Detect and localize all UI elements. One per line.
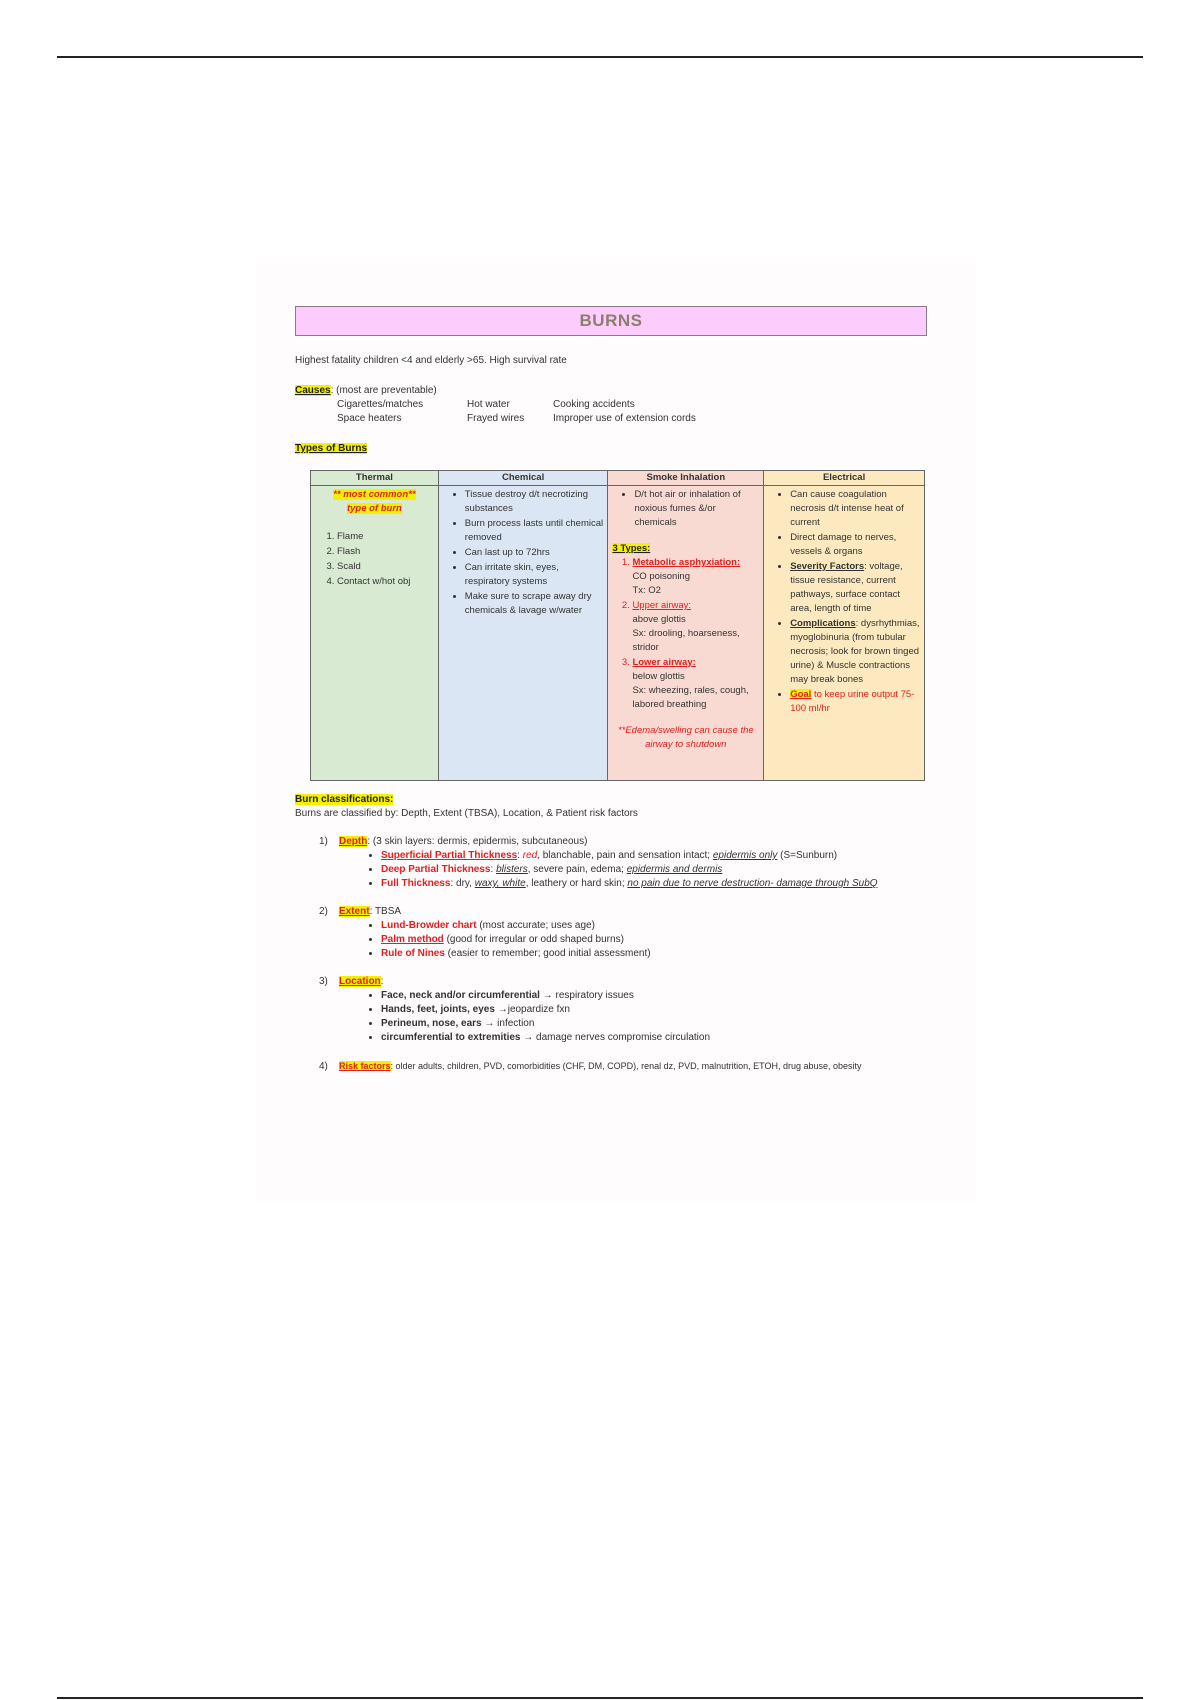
location-term: circumferential to extremities [381, 1032, 521, 1043]
extent-item [319, 905, 927, 961]
list-item [632, 556, 759, 598]
thermal-list [315, 530, 434, 589]
list-item [790, 617, 920, 687]
smoke-list [612, 488, 759, 530]
smoke-cell [608, 486, 764, 781]
list-item: 2. Flash [337, 545, 434, 559]
depth-text-part: red [522, 850, 538, 861]
depth-text-part: , blanchable, pain and sensation intact; [537, 850, 713, 861]
types-heading [295, 442, 927, 456]
cause-item: Hot water [467, 399, 510, 410]
location-text: : [380, 976, 384, 987]
depth-text-part: blisters [496, 864, 528, 875]
chemical-cell [438, 486, 608, 781]
smoke-type-detail: Sx: drooling, hoarseness, stridor [632, 628, 740, 653]
list-item: • D/t hot air or inhalation of noxious fumes &/or chemicals [634, 488, 759, 530]
list-item: 4. Contact w/hot obj [337, 575, 434, 589]
list-item: • Direct damage to nerves, vessels & organs [790, 531, 920, 559]
item-number: 1) [319, 836, 328, 847]
location-term: Face, neck and/or circumferential [381, 990, 540, 1001]
cause-item: Cooking accidents [553, 399, 635, 410]
smoke-type-detail: Sx: wheezing, rales, cough, labored breathing [632, 685, 749, 710]
risk-text: : older adults, children, PVD, comorbidities (CHF, DM, COPD), renal dz, PVD, malnutrition, ETOH, drug abuse, obesity [390, 1061, 862, 1071]
depth-term: Full Thickness [381, 878, 451, 889]
classification-list [295, 835, 927, 1074]
depth-text-part: , leathery or hard skin; [525, 878, 628, 889]
depth-text-part: (S=Sunburn) [777, 850, 838, 861]
list-item [381, 919, 927, 933]
list-item [790, 560, 920, 616]
depth-term: Superficial Partial Thickness [381, 850, 518, 861]
causes-label: Causes [295, 385, 331, 396]
page-title: BURNS [295, 306, 927, 336]
causes-grid [295, 398, 927, 426]
severity-text: : voltage, tissue resistance, current pathways, surface contact area, length of time [790, 561, 903, 614]
complications-label: Complications [790, 618, 856, 629]
smoke-types-label: 3 Types: [612, 543, 651, 554]
causes-note: : (most are preventable) [330, 385, 437, 396]
list-item [790, 688, 920, 716]
extent-label: Extent [339, 906, 370, 917]
list-item [381, 933, 927, 947]
depth-list [319, 849, 927, 891]
depth-text-part: waxy, white [474, 878, 526, 889]
list-item [381, 849, 927, 863]
risk-item [319, 1059, 927, 1074]
classifications-subtitle: Burns are classified by: Depth, Extent (TBSA), Location, & Patient risk factors [295, 808, 638, 819]
extent-term: Lund-Browder chart [381, 920, 477, 931]
footer-rule [57, 1697, 1143, 1699]
depth-text-part: : [517, 850, 523, 861]
location-desc: → respiratory issues [539, 990, 634, 1001]
smoke-type-detail: CO poisoning [632, 571, 690, 582]
cause-item: Frayed wires [467, 413, 525, 424]
extent-term: Rule of Nines [381, 948, 445, 959]
list-item [381, 1031, 927, 1045]
depth-label: Depth [339, 836, 368, 847]
cause-item: Cigarettes/matches [337, 399, 424, 410]
causes-heading [295, 384, 927, 398]
smoke-type-name: Upper airway: [632, 600, 692, 611]
cause-item: Improper use of extension cords [553, 413, 696, 424]
location-item [319, 975, 927, 1045]
list-item [632, 599, 759, 655]
smoke-type-detail: below glottis [632, 671, 685, 682]
classifications-label: Burn classifications: [295, 794, 394, 805]
depth-item [319, 835, 927, 891]
extent-desc: (easier to remember; good initial assessment) [444, 948, 651, 959]
list-item [632, 656, 759, 712]
depth-text-part: epidermis and dermis [626, 864, 723, 875]
depth-text-part: : [490, 864, 497, 875]
thermal-cell [311, 486, 439, 781]
goal-text: to keep urine output 75-100 ml/hr [790, 689, 915, 714]
header-electrical: Electrical [764, 471, 925, 486]
location-desc: →jeopardize fxn [494, 1004, 570, 1015]
list-item [381, 1017, 927, 1031]
header-smoke-inhalation: Smoke Inhalation [608, 471, 764, 486]
table-row [311, 486, 925, 781]
location-term: Perineum, nose, ears [381, 1018, 482, 1029]
burn-types-table [310, 470, 925, 781]
depth-text-part: epidermis only [712, 850, 778, 861]
depth-text: : (3 skin layers: dermis, epidermis, subcutaneous) [367, 836, 588, 847]
list-item: • Can irritate skin, eyes, respiratory systems [465, 561, 604, 589]
location-label: Location [339, 976, 381, 987]
depth-text-part: no pain due to nerve destruction- damage through SubQ [627, 878, 878, 889]
intro-text: Highest fatality children <4 and elderly >65. High survival rate [295, 355, 567, 366]
extent-text: : TBSA [369, 906, 402, 917]
list-item: • Can cause coagulation necrosis d/t intense heat of current [790, 488, 920, 530]
item-number: 2) [319, 906, 328, 917]
smoke-type-name: Metabolic asphyxiation: [632, 557, 741, 568]
classifications-section [295, 793, 927, 821]
smoke-types-list [612, 556, 759, 712]
list-item [381, 1003, 927, 1017]
list-item: 1. Flame [337, 530, 434, 544]
smoke-type-detail: above glottis [632, 614, 686, 625]
list-item: 3. Scald [337, 560, 434, 574]
cause-item: Space heaters [337, 413, 402, 424]
location-list [319, 989, 927, 1045]
location-term: Hands, feet, joints, eyes [381, 1004, 495, 1015]
thermal-note: ** most common** type of burn [333, 489, 416, 514]
depth-term: Deep Partial Thickness [381, 864, 491, 875]
list-item [381, 947, 927, 961]
list-item: • Make sure to scrape away dry chemicals & lavage w/water [465, 590, 604, 618]
list-item [381, 863, 927, 877]
header-chemical: Chemical [438, 471, 608, 486]
smoke-type-name: Lower airway: [632, 657, 696, 668]
header-rule [57, 56, 1143, 58]
extent-desc: (most accurate; uses age) [476, 920, 595, 931]
goal-label: Goal [790, 689, 812, 700]
list-item [381, 989, 927, 1003]
header-thermal: Thermal [311, 471, 439, 486]
severity-label: Severity Factors [790, 561, 865, 572]
depth-text-part: , severe pain, edema; [527, 864, 627, 875]
list-item: • Can last up to 72hrs [465, 546, 604, 560]
location-desc: → damage nerves compromise circulation [520, 1032, 711, 1043]
smoke-note: **Edema/swelling can cause the airway to shutdown [617, 725, 754, 750]
types-label: Types of Burns [295, 443, 368, 454]
electrical-list [768, 488, 920, 716]
list-item: • Burn process lasts until chemical removed [465, 517, 604, 545]
list-item: • Tissue destroy d/t necrotizing substances [465, 488, 604, 516]
risk-label: Risk factors [339, 1061, 391, 1071]
depth-text-part: : dry, [450, 878, 475, 889]
chemical-list [443, 488, 604, 618]
electrical-cell [764, 486, 925, 781]
location-desc: → infection [481, 1018, 535, 1029]
extent-list [319, 919, 927, 961]
extent-desc: (good for irregular or odd shaped burns) [443, 934, 624, 945]
causes-section [295, 384, 927, 426]
list-item [381, 877, 927, 891]
complications-text: : dysrhythmias, myoglobinuria (from tubular necrosis; look for brown tinged urine) & Muscle contractions may break bones [790, 618, 920, 685]
table-header-row [311, 471, 925, 486]
document-content [295, 306, 927, 1088]
item-number: 3) [319, 976, 328, 987]
extent-term: Palm method [381, 934, 444, 945]
smoke-type-detail: Tx: O2 [632, 585, 661, 596]
item-number: 4) [319, 1061, 328, 1072]
